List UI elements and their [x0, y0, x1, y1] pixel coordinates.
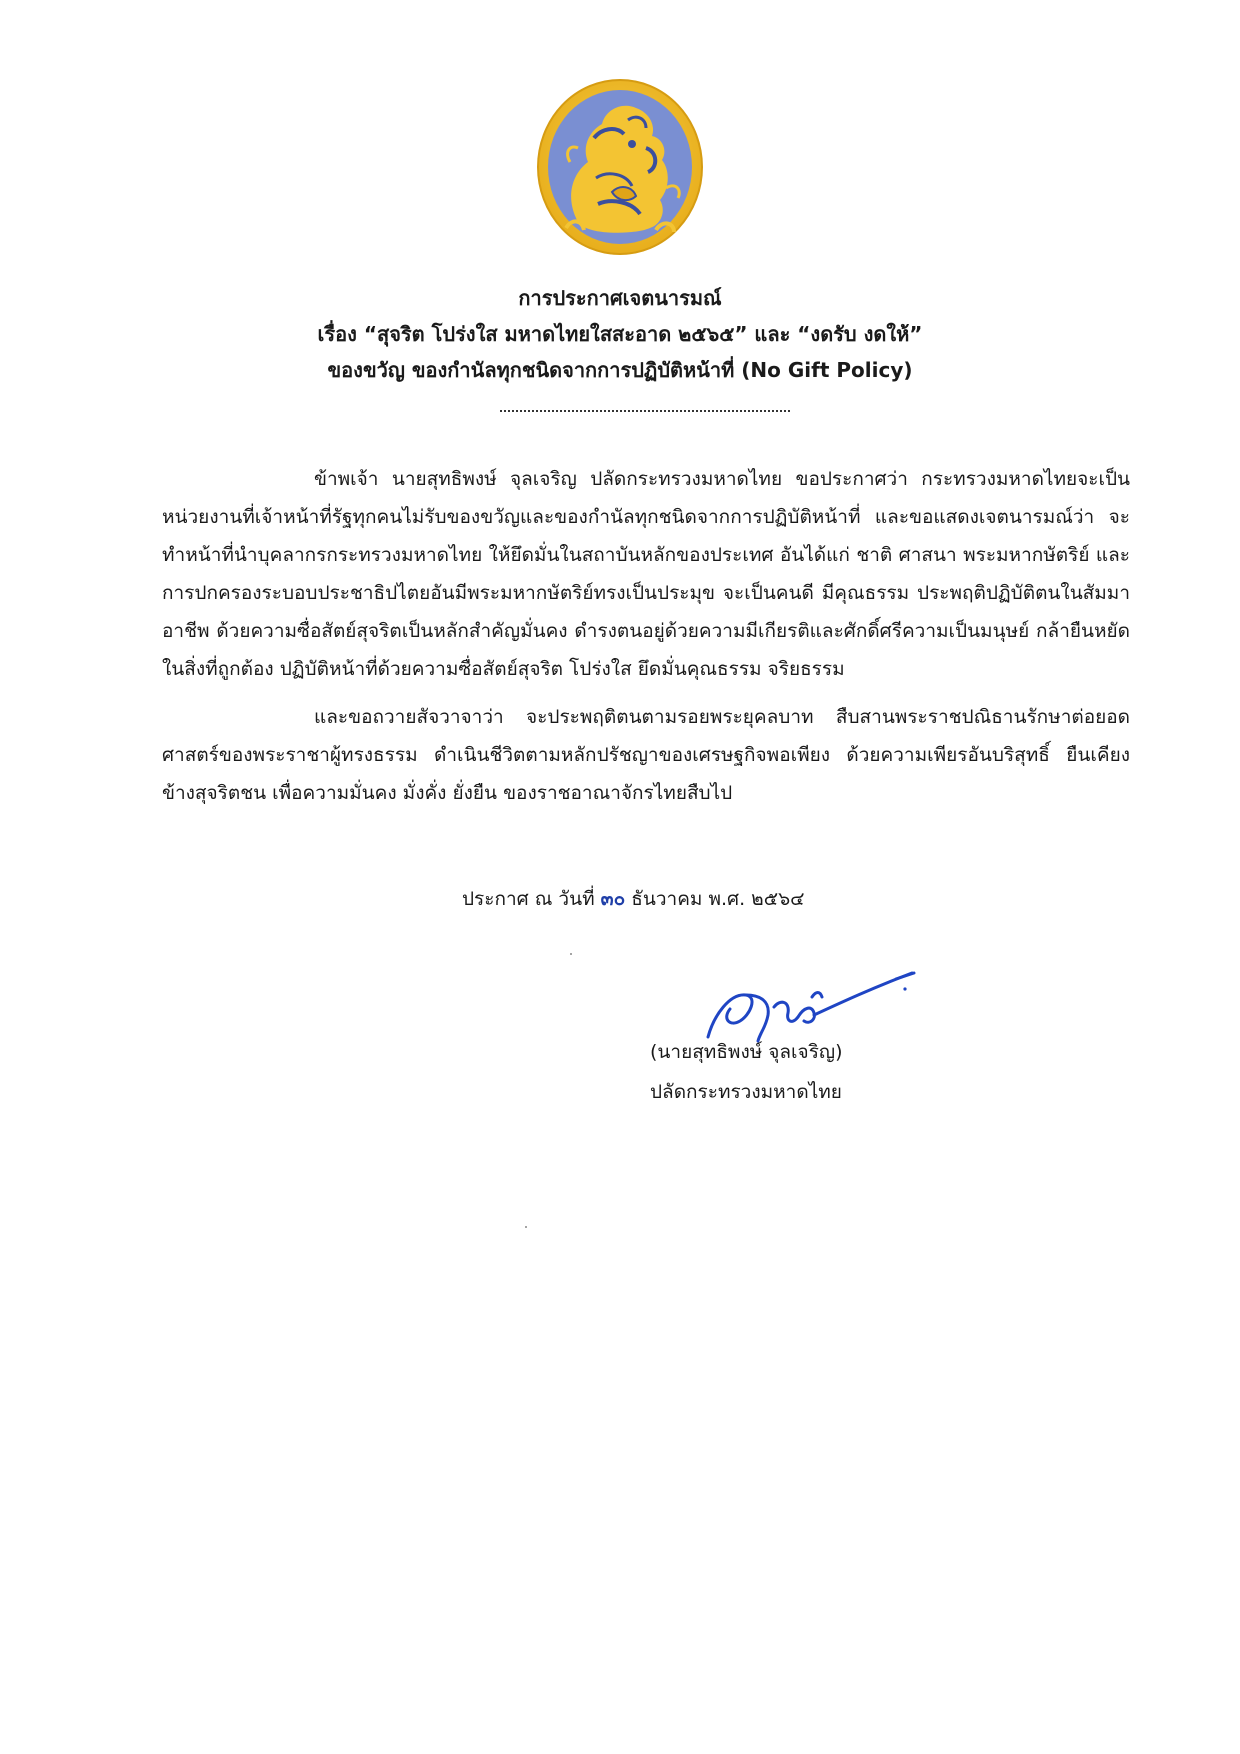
heading-subject: เรื่อง “สุจริต โปร่งใส มหาดไทยใสสะอาด ๒๕๖๕” และ “งดรับ งดให้” [317, 322, 923, 346]
body-paragraph-1: ข้าพเจ้า นายสุทธิพงษ์ จุลเจริญ ปลัดกระทรวงมหาดไทย ขอประกาศว่า กระทรวงมหาดไทยจะเป็นหน่วยงานที่เจ้าหน้าที่รัฐทุกคนไม่รับของขวัญและของกำนัลทุกชนิดจากการปฏิบัติหน้าที่ และขอแสดงเจตนารมณ์ว่า จะทำหน้าที่นำบุคลากรกระทรวงมหาดไทย ให้ยึดมั่นในสถาบันหลักของประเทศ อันได้แก่ ชาติ ศาสนา พระมหากษัตริย์ และการปกครองระบอบประชาธิปไตยอันมีพระมหากษัตริย์ทรงเป็นประมุข จะเป็นคนดี มีคุณธรรม ประพฤติปฏิบัติตนในสัมมาอาชีพ ด้วยความซื่อสัตย์สุจริตเป็นหลักสำคัญมั่นคง ดำรงตนอยู่ด้วยความมีเกียรติและศักดิ์ศรีความเป็นมนุษย์ กล้ายืนหยัดในสิ่งที่ถูกต้อง ปฏิบัติหน้าที่ด้วยความซื่อสัตย์สุจริต โปร่งใส ยึดมั่นคุณธรรม จริยธรรม [162, 468, 1130, 680]
announcement-date [462, 880, 805, 918]
date-suffix: ธันวาคม พ.ศ. ๒๕๖๔ [631, 888, 805, 910]
heading-subject-cont: ของขวัญ ของกำนัลทุกชนิดจากการปฏิบัติหน้าที่ (No Gift Policy) [327, 358, 913, 382]
body-paragraph-2: และขอถวายสัจวาจาว่า จะประพฤติตนตามรอยพระยุคลบาท สืบสานพระราชปณิธานรักษาต่อยอดศาสตร์ของพระราชาผู้ทรงธรรม ดำเนินชีวิตตามหลักปรัชญาของเศรษฐกิจพอเพียง ด้วยความเพียรอันบริสุทธิ์ ยืนเคียงข้างสุจริตชน เพื่อความมั่นคง มั่งคั่ง ยั่งยืน ของราชอาณาจักรไทยสืบไป [162, 706, 1130, 804]
date-day: ๓๐ [600, 888, 626, 910]
signer-name: (นายสุทธิพงษ์ จุลเจริญ) [650, 1041, 843, 1063]
date-prefix: ประกาศ ณ วันที่ [462, 888, 595, 910]
heading-title: การประกาศเจตนารมณ์ [518, 286, 722, 310]
scan-speck [525, 1226, 527, 1228]
announcement-body [162, 460, 1130, 812]
heading-separator [500, 410, 790, 412]
ministry-of-interior-seal-icon [536, 78, 704, 256]
scan-speck [570, 953, 572, 955]
announcement-heading [170, 280, 1070, 388]
signer-position: ปลัดกระทรวงมหาดไทย [650, 1081, 842, 1103]
signer-block [650, 1032, 843, 1112]
